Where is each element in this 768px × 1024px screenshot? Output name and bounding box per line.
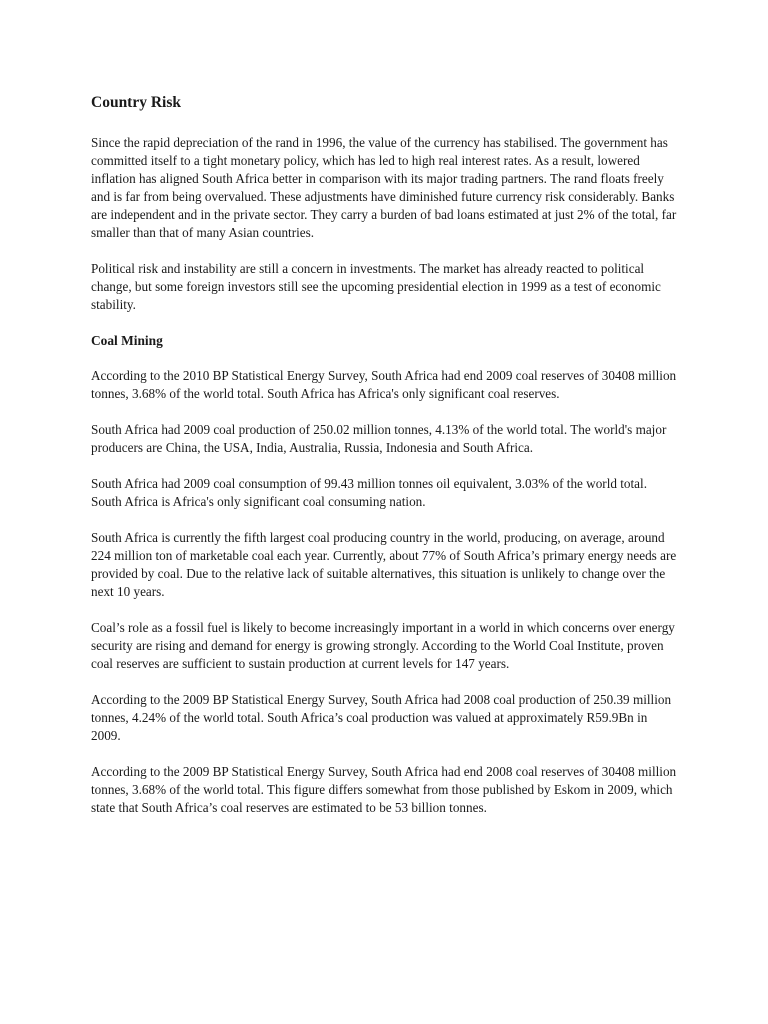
paragraph-coal-reserves-2008: According to the 2009 BP Statistical Energy Survey, South Africa had end 2008 coal reserves of 30408 million tonnes, 3.68% of the world total. This figure differs somewhat from those published by Eskom in 2009, which state that South Africa’s coal reserves are estimated to be 53 billion tonnes. [91, 764, 677, 815]
paragraph-coal-producer-rank: South Africa is currently the fifth largest coal producing country in the world, producing, on average, around 224 million ton of marketable coal each year. Currently, about 77% of South Africa’s primary energy needs are provided by coal. Due to the relative lack of suitable alternatives, this situation is unlikely to change over the next 10 years. [91, 530, 677, 599]
paragraph-coal-production-2009: South Africa had 2009 coal production of 250.02 million tonnes, 4.13% of the world total. The world's major producers are China, the USA, India, Australia, Russia, Indonesia and South Africa. [91, 422, 667, 455]
paragraph-currency: Since the rapid depreciation of the rand in 1996, the value of the currency has stabilised. The government has committed itself to a tight monetary policy, which has led to high real interest rates. As a result, lowered inflation has aligned South Africa better in comparison with its major trading partners. The rand floats freely and is far from being overvalued. These adjustments have diminished future currency risk considerably. Banks are independent and in the private sector. They carry a burden of bad loans estimated at just 2% of the total, far smaller than that of many Asian countries. [91, 135, 677, 240]
paragraph-coal-production-2008: According to the 2009 BP Statistical Energy Survey, South Africa had 2008 coal production of 250.39 million tonnes, 4.24% of the world total. South Africa’s coal production was valued at approximately R59.9Bn in 2009. [91, 692, 672, 743]
section-title-coal-mining: Coal Mining [91, 333, 163, 348]
paragraph-coal-role: Coal’s role as a fossil fuel is likely to become increasingly important in a world in which concerns over energy security are rising and demand for energy is growing strongly. According to the World Coal Institute, proven coal reserves are sufficient to sustain production at current levels for 147 years. [91, 620, 675, 671]
paragraph-coal-reserves-2009: According to the 2010 BP Statistical Energy Survey, South Africa had end 2009 coal reserves of 30408 million tonnes, 3.68% of the world total. South Africa has Africa's only significant coal reserves. [91, 368, 677, 401]
paragraph-political-risk: Political risk and instability are still a concern in investments. The market has already reacted to political change, but some foreign investors still see the upcoming presidential election in 1999 as a test of economic stability. [91, 261, 661, 312]
paragraph-coal-consumption-2009: South Africa had 2009 coal consumption of 99.43 million tonnes oil equivalent, 3.03% of the world total. South Africa is Africa's only significant coal consuming nation. [91, 476, 647, 509]
section-title-country-risk: Country Risk [91, 94, 182, 111]
document-page [91, 92, 677, 835]
